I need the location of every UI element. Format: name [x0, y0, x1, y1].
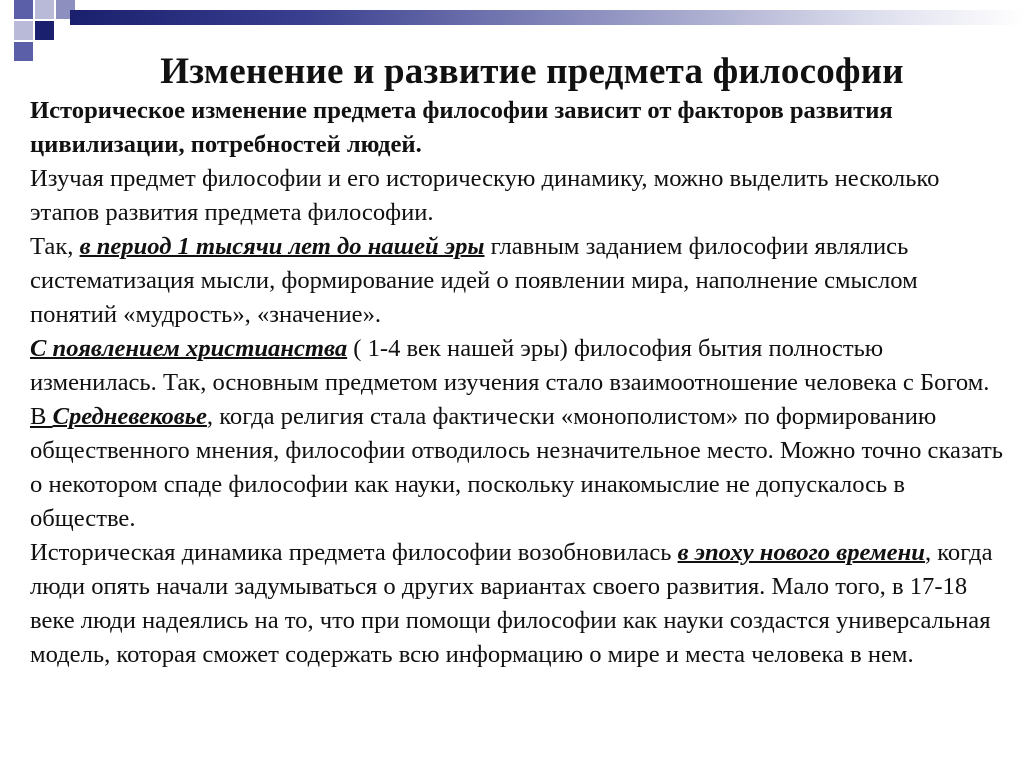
text-fragment: Так, [30, 233, 80, 260]
paragraph-middle-ages [30, 400, 1010, 536]
decor-square-4 [35, 21, 54, 40]
decor-square-3 [14, 21, 33, 40]
header-gradient-bar [70, 10, 1024, 25]
decor-square-2 [35, 0, 54, 19]
decor-square-1 [14, 0, 33, 19]
paragraph-ancient [30, 230, 1010, 332]
slide-title: Изменение и развитие предмета философии [160, 51, 904, 92]
highlight-ancient-period: в период 1 тысячи лет до нашей эры [79, 233, 485, 260]
paragraph-stages: Изучая предмет философии и его историческую динамику, можно выделить несколько этапов развития предмета философии. [30, 165, 940, 226]
paragraph-christianity [30, 332, 1010, 400]
text-fragment: , когда люди опять начали задумываться о других вариантах своего развития. Мало того, в 17-18 веке люди надеялись на то, что при помощи философии как науки создастся универсальная модель, которая сможет содержать всю информацию о мире и места человека в нем. [30, 539, 993, 668]
slide-body [30, 94, 1010, 672]
text-fragment: , когда религия стала фактически «монополистом» по формированию общественного мнения, философии отводилось незначительное место. Можно точно сказать о некотором спаде философии как науки, поскольку инакомыслие не допускалось в обществе. [30, 403, 1003, 532]
paragraph-modern-times [30, 536, 1010, 672]
highlight-christianity: С появлением христианства [30, 335, 348, 362]
highlight-middle-ages: Средневековье [52, 403, 207, 430]
text-fragment: главным заданием философии являлись систематизация мысли, формирование идей о появлении мира, наполнение смыслом понятий «мудрость», «значение». [30, 233, 918, 328]
highlight-modern-times: в эпоху нового времени [677, 539, 925, 566]
text-fragment: Историческая динамика предмета философии возобновилась [30, 539, 678, 566]
text-fragment: ( 1-4 век нашей эры) философия бытия полностью изменилась. Так, основным предметом изучения стало взаимоотношение человека с Богом. [30, 335, 990, 396]
paragraph-intro: Историческое изменение предмета философии зависит от факторов развития цивилизации, потребностей людей. [30, 97, 893, 158]
text-fragment-prefix: В [30, 403, 53, 430]
